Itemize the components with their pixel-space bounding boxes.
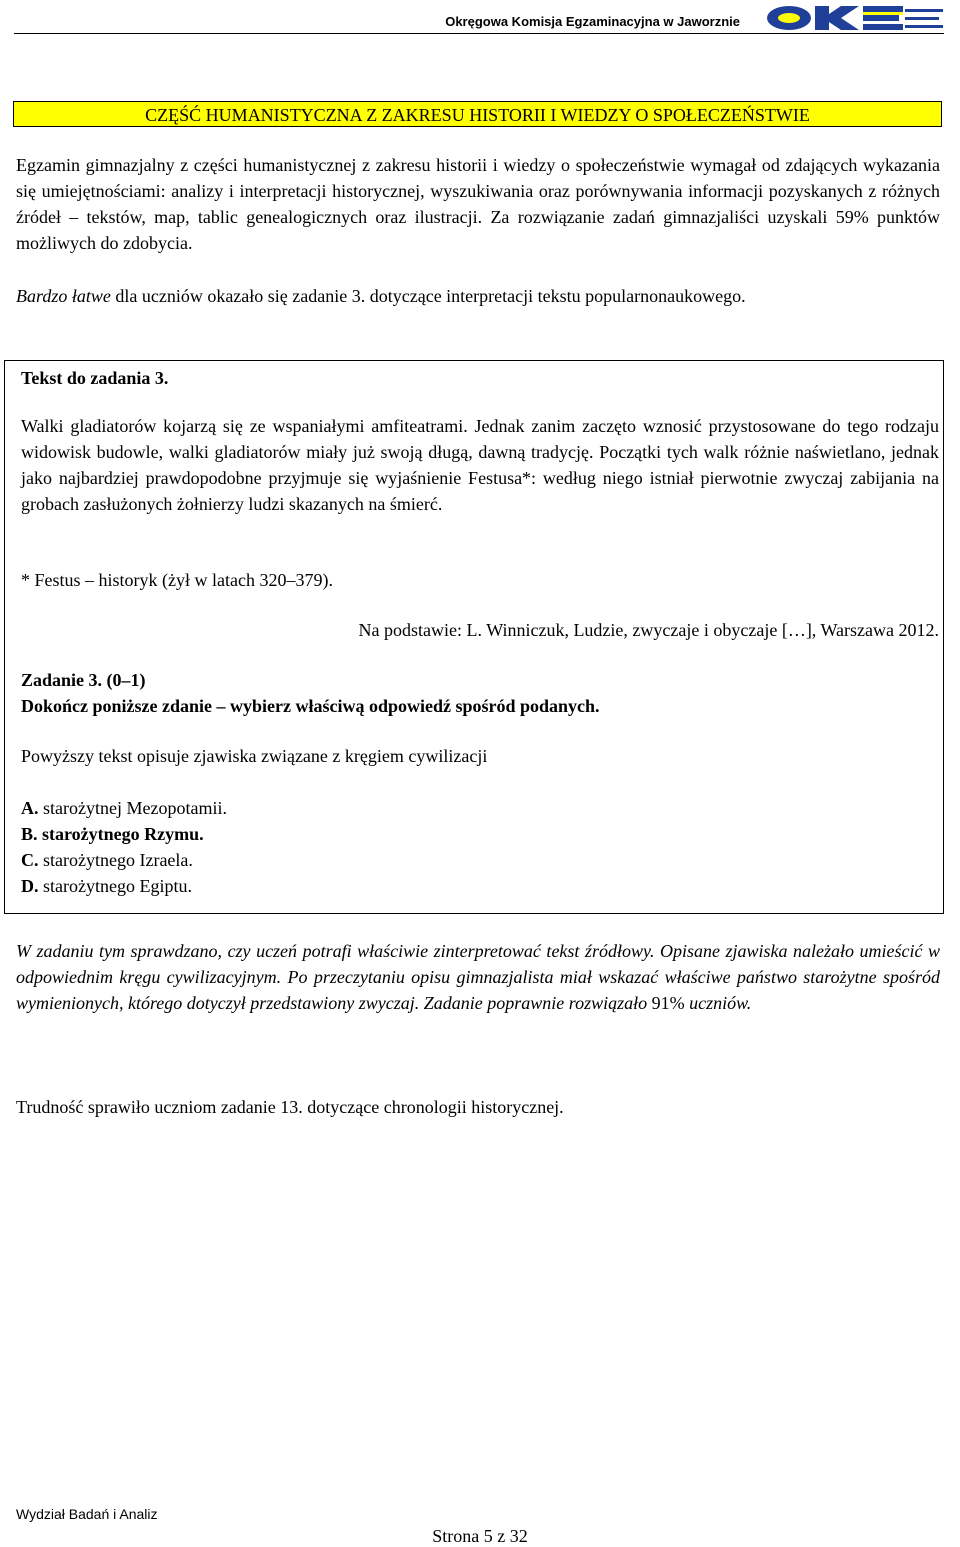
option-letter: C.: [21, 850, 39, 870]
header-divider: [14, 33, 944, 34]
easy-task-italic: Bardzo łatwe: [16, 286, 111, 306]
option-c: [21, 847, 939, 873]
oke-logo: [765, 4, 945, 32]
easy-task-rest: dla uczniów okazało się zadanie 3. dotyczące interpretacji tekstu popularnonaukowego.: [110, 286, 746, 306]
difficulty-sentence: Trudność sprawiło uczniom zadanie 13. dotyczące chronologii historycznej.: [16, 1097, 564, 1117]
intro-paragraph: Egzamin gimnazjalny z części humanistycznej z zakresu historii i wiedzy o społeczeństwie wymagał od zdających wykazania się umiejętnościami: analizy i interpretacji historycznej, wyszukiwania oraz porównywania informacji pozyskanych z różnych źródeł – tekstów, map, tablic genealogicznych oraz ilustracji. Za rozwiązanie zadań gimnazjaliści uzyskali 59% punktów możliwych do zdobycia.: [16, 155, 940, 253]
logo-k: [815, 6, 859, 30]
option-d: [21, 873, 939, 899]
analysis-end: uczniów.: [684, 993, 752, 1013]
text-heading: Tekst do zadania 3.: [21, 368, 169, 388]
task-question: Powyższy tekst opisuje zjawiska związane z kręgiem cywilizacji: [21, 746, 488, 766]
section-title: CZĘŚĆ HUMANISTYCZNA Z ZAKRESU HISTORII I WIEDZY O SPOŁECZEŃSTWIE: [13, 101, 942, 127]
logo-ring-hole: [778, 13, 800, 23]
logo-e-bar-3: [863, 24, 903, 30]
logo-line-1: [905, 9, 943, 12]
logo-e-bar-1: [863, 6, 903, 12]
option-b: [21, 821, 939, 847]
source-citation: Na podstawie: L. Winniczuk, Ludzie, zwyczaje i obyczaje […], Warszawa 2012.: [358, 620, 939, 640]
footer-department: Wydział Badań i Analiz: [16, 1506, 158, 1522]
analysis-paragraph: [16, 938, 940, 1016]
logo-e-bar-2: [863, 15, 899, 21]
option-letter: A.: [21, 798, 39, 818]
page-number: Strona 5 z 32: [432, 1526, 528, 1546]
task-instruction: Dokończ poniższe zdanie – wybierz właściwą odpowiedź spośród podanych.: [21, 696, 600, 716]
logo-line-3: [905, 25, 943, 28]
task-label: Zadanie 3. (0–1): [21, 670, 146, 690]
option-text: starożytnego Egiptu.: [38, 876, 192, 896]
option-text: starożytnej Mezopotamii.: [38, 798, 227, 818]
logo-line-2: [905, 17, 939, 20]
task-box: [4, 360, 944, 914]
logo-e-stripe: [863, 12, 903, 15]
source-text: Walki gladiatorów kojarzą się ze wspaniałymi amfiteatrami. Jednak zanim zaczęto wznosić przystosowane do tego rodzaju widowisk budowle, walki gladiatorów miały już swoją długą, dawną tradycję. Początki tych walk różnie naświetlano, jednak jako najbardziej prawdopodobne przyjmuje się wyjaśnienie Festusa*: według niego istniał pierwotnie zwyczaj zabijania na grobach zasłużonych żołnierzy ludzi skazanych na śmierć.: [21, 416, 939, 514]
easy-task-sentence: [16, 283, 940, 309]
option-text: starożytnego Izraela.: [38, 850, 193, 870]
option-letter: D.: [21, 876, 39, 896]
analysis-percent: 91%: [651, 993, 685, 1013]
option-a: [21, 795, 939, 821]
footnote: * Festus – historyk (żył w latach 320–379).: [21, 570, 333, 590]
analysis-text: W zadaniu tym sprawdzano, czy uczeń potrafi właściwie zinterpretować tekst źródłowy. Opisane zjawiska należało umieścić w odpowiednim kręgu cywilizacyjnym. Po przeczytaniu opisu gimnazjalista miał wskazać właściwe państwo starożytne spośród wymienionych, którego dotyczył przedstawiony zwyczaj. Zadanie poprawnie rozwiązało: [16, 941, 940, 1013]
option-text: starożytnego Rzymu.: [37, 824, 204, 844]
header-organization: Okręgowa Komisja Egzaminacyjna w Jaworznie: [445, 14, 740, 29]
option-letter: B.: [21, 824, 38, 844]
